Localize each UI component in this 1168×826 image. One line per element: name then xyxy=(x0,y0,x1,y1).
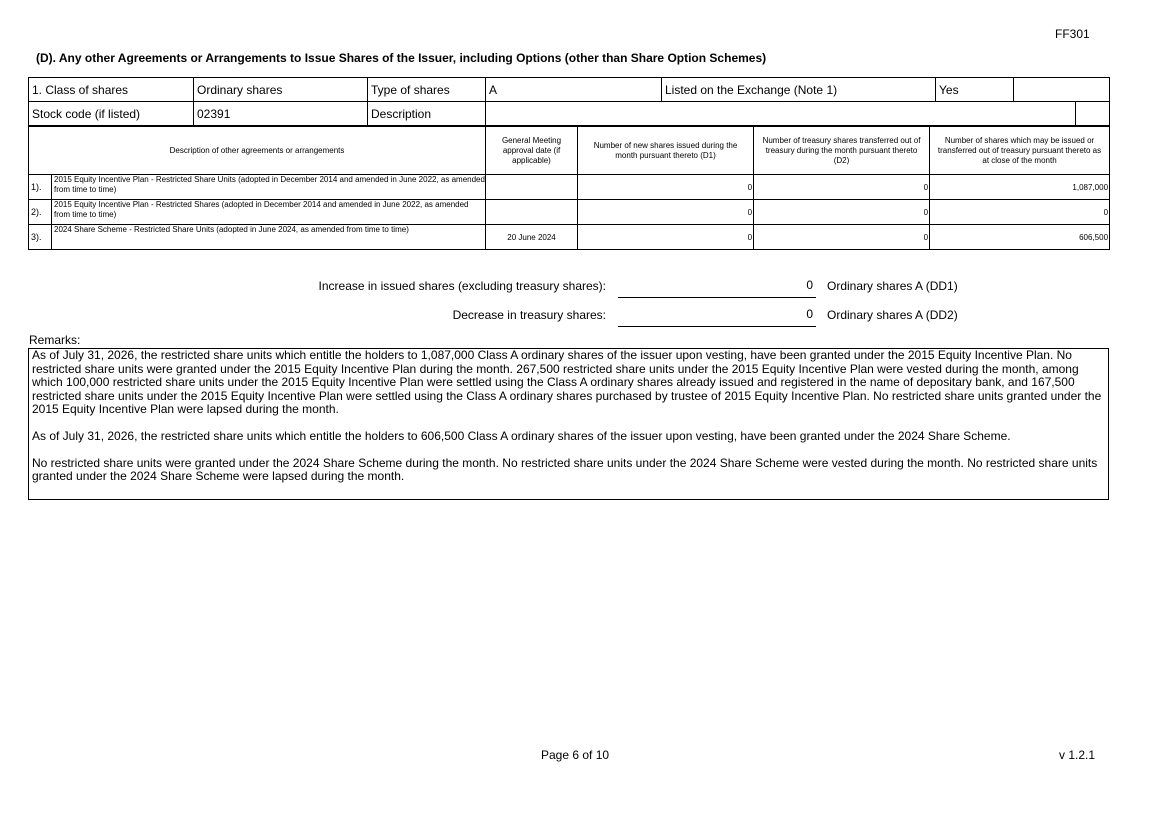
description-label: Description xyxy=(368,102,486,126)
form-version: v 1.2.1 xyxy=(1059,748,1096,762)
header-may-be-issued: Number of shares which may be issued or transferred out of treasury pursuant thereto as at close of the month xyxy=(930,127,1110,175)
header-treasury-transferred: Number of treasury shares transferred out of treasury during the month pursuant thereto (D2) xyxy=(754,127,930,175)
remarks-paragraph: As of July 31, 2026, the restricted share units which entitle the holders to 606,500 Class A ordinary shares of the issuer upon vesting, have been granted under the 2024 Share Scheme. xyxy=(32,428,1011,443)
remarks-box xyxy=(28,348,1109,500)
row-treasury-transferred: 0 xyxy=(754,175,930,200)
decrease-label: Decrease in treasury shares: xyxy=(452,308,606,322)
row-index: 1). xyxy=(29,175,52,200)
row-description: 2015 Equity Incentive Plan - Restricted Share Units (adopted in December 2014 and amended in June 2022, as amended from time to time) xyxy=(52,175,486,200)
row-description: 2015 Equity Incentive Plan - Restricted Shares (adopted in December 2014 and amended in June 2022, as amended from time to time) xyxy=(52,200,486,225)
header-approval-date: General Meeting approval date (if applicable) xyxy=(486,127,578,175)
class-of-shares-value: Ordinary shares xyxy=(194,78,368,102)
description-extra-cell xyxy=(1076,102,1110,126)
row-new-shares: 0 xyxy=(578,225,754,250)
increase-value: 0 xyxy=(618,278,816,298)
row-new-shares: 0 xyxy=(578,200,754,225)
row-approval-date xyxy=(486,200,578,225)
row-may-be-issued: 1,087,000 xyxy=(930,175,1110,200)
row-treasury-transferred: 0 xyxy=(754,225,930,250)
row-approval-date xyxy=(486,175,578,200)
form-code: FF301 xyxy=(1055,27,1090,41)
remarks-label: Remarks: xyxy=(29,333,81,347)
listed-extra-cell xyxy=(1014,78,1110,102)
table-row xyxy=(29,175,1110,200)
table-row xyxy=(29,225,1110,250)
type-of-shares-value: A xyxy=(486,78,662,102)
increase-unit: Ordinary shares A (DD1) xyxy=(827,279,958,293)
row-may-be-issued: 606,500 xyxy=(930,225,1110,250)
row-description: 2024 Share Scheme - Restricted Share Units (adopted in June 2024, as amended from time to time) xyxy=(52,225,486,250)
class-of-shares-table xyxy=(28,77,1110,126)
remarks-paragraph: No restricted share units were granted under the 2024 Share Scheme during the month. No restricted share units under the 2024 Share Scheme were vested during the month. No restricted share units granted under the 2024 Share Scheme were lapsed during the month. xyxy=(32,455,1098,484)
description-value xyxy=(486,102,1076,126)
row-index: 3). xyxy=(29,225,52,250)
page-number: Page 6 of 10 xyxy=(541,748,610,762)
arrangements-table xyxy=(28,126,1110,250)
remarks-paragraph: As of July 31, 2026, the restricted share units which entitle the holders to 1,087,000 Class A ordinary shares of the issuer upon vesting, have been granted under the 2015 Equity Incentive Plan. No restricted share units were granted under the 2015 Equity Incentive Plan during the month. 267,500 restricted share units under the 2015 Equity Incentive Plan were vested during the month, among which 100,000 restricted share units under the 2015 Equity Incentive Plan were settled using the Class A ordinary shares already issued and registered in the name of depositary bank, and 167,500 restricted share units under the 2015 Equity Incentive Plan were settled using the Class A ordinary shares purchased by trustee of 2015 Equity Incentive Plan. No restricted share units granted under the 2015 Equity Incentive Plan were lapsed during the month. xyxy=(32,348,1102,417)
decrease-unit: Ordinary shares A (DD2) xyxy=(827,308,958,322)
stock-code-label: Stock code (if listed) xyxy=(29,102,194,126)
header-description: Description of other agreements or arrangements xyxy=(29,127,486,175)
decrease-value: 0 xyxy=(618,307,816,327)
section-title: (D). Any other Agreements or Arrangements to Issue Shares of the Issuer, including Options (other than Share Option Schemes) xyxy=(36,51,767,65)
listed-label: Listed on the Exchange (Note 1) xyxy=(662,78,936,102)
increase-label: Increase in issued shares (excluding treasury shares): xyxy=(318,279,606,293)
listed-value: Yes xyxy=(936,78,1014,102)
type-of-shares-label: Type of shares xyxy=(368,78,486,102)
class-of-shares-label: 1. Class of shares xyxy=(29,78,194,102)
row-may-be-issued: 0 xyxy=(930,200,1110,225)
stock-code-value: 02391 xyxy=(194,102,368,126)
row-new-shares: 0 xyxy=(578,175,754,200)
table-row xyxy=(29,200,1110,225)
row-treasury-transferred: 0 xyxy=(754,200,930,225)
row-index: 2). xyxy=(29,200,52,225)
row-approval-date: 20 June 2024 xyxy=(486,225,578,250)
header-new-shares: Number of new shares issued during the month pursuant thereto (D1) xyxy=(578,127,754,175)
